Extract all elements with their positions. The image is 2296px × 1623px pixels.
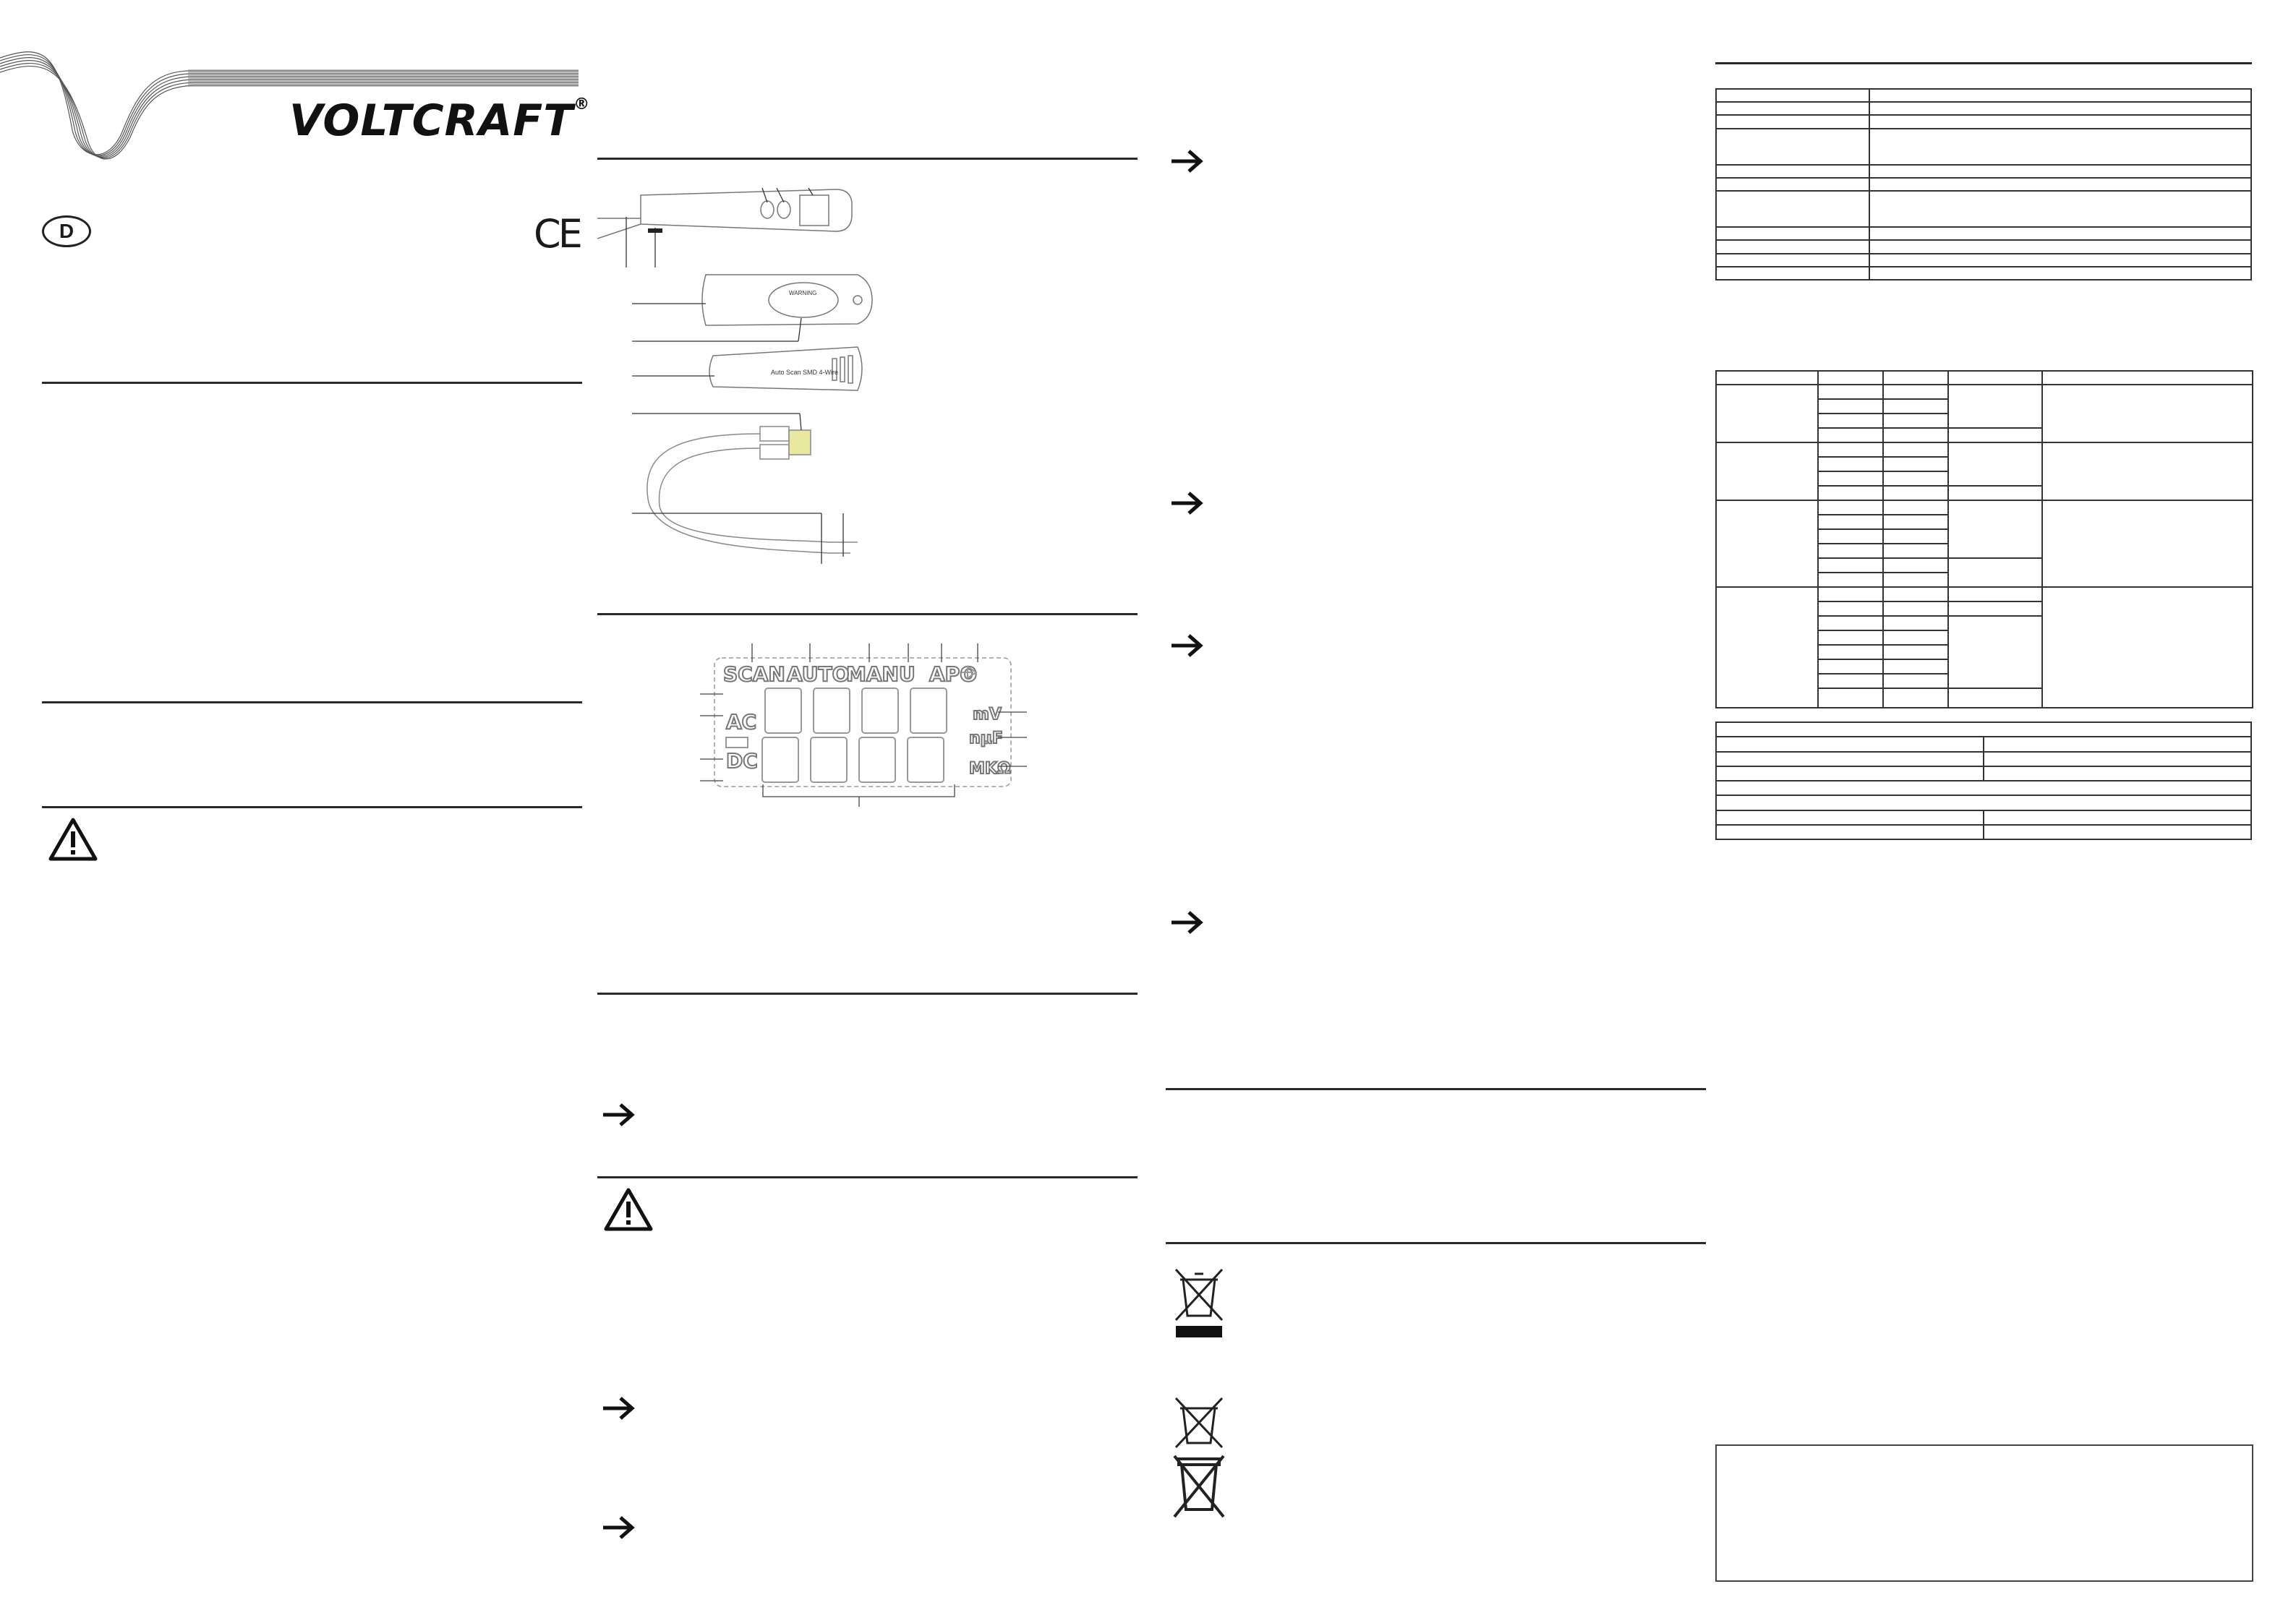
lcd-auto-label: AUTO [787, 662, 850, 686]
warning-triangle-icon [603, 1187, 654, 1232]
lcd-scan-label: SCAN [723, 662, 785, 686]
section-divider [42, 382, 582, 384]
lcd-digit [811, 688, 850, 782]
lcd-display-figure [694, 636, 1034, 831]
section-divider [597, 158, 1138, 160]
device-overview-figure [597, 174, 901, 593]
svg-text:Auto Scan SMD 4-Wire: Auto Scan SMD 4-Wire [771, 369, 839, 376]
imprint-box [1715, 1444, 2253, 1582]
brand-logo: VOLTCRAFT® [289, 95, 591, 146]
lcd-apo-label: APO [929, 662, 977, 686]
test-leads [647, 427, 858, 553]
section-divider [1715, 62, 2252, 64]
section-divider [1166, 1242, 1706, 1244]
crossed-bin-icon [1170, 1265, 1228, 1337]
lcd-manu-label: MANU [846, 662, 916, 686]
general-data-table [1715, 721, 2252, 840]
section-divider [597, 993, 1138, 995]
lcd-ac-label: AC [726, 710, 757, 734]
lcd-dc-label: DC [726, 749, 758, 773]
lcd-mv-unit: mV [973, 706, 1002, 724]
svg-text:WARNING: WARNING [789, 290, 817, 296]
specification-table [1715, 88, 2252, 281]
right-arrow-icon [602, 1100, 636, 1129]
right-arrow-icon [602, 1513, 636, 1542]
crossed-bin-icon [1170, 1395, 1228, 1450]
tester-back-view [702, 275, 872, 325]
measurement-ranges-table [1715, 370, 2253, 708]
section-divider [597, 1176, 1138, 1178]
right-arrow-icon [1170, 147, 1205, 176]
right-arrow-icon [1170, 631, 1205, 660]
section-divider [1166, 1088, 1706, 1090]
section-divider [42, 701, 582, 703]
warning-triangle-icon [48, 817, 98, 862]
right-arrow-icon [602, 1394, 636, 1423]
tester-front-view [597, 189, 852, 239]
lcd-farad-unit: nμF [969, 729, 1003, 748]
section-divider [42, 806, 582, 808]
language-badge: D [42, 215, 91, 247]
lcd-digit [762, 688, 801, 782]
lcd-digit [908, 688, 947, 782]
lcd-digit [859, 688, 898, 782]
ce-mark: CE [534, 211, 580, 257]
crossed-bin-icon [1170, 1453, 1228, 1520]
lcd-ohm-unit: MKΩ [969, 760, 1011, 778]
right-arrow-icon [1170, 908, 1205, 937]
right-arrow-icon [1170, 489, 1205, 518]
section-divider [597, 613, 1138, 615]
